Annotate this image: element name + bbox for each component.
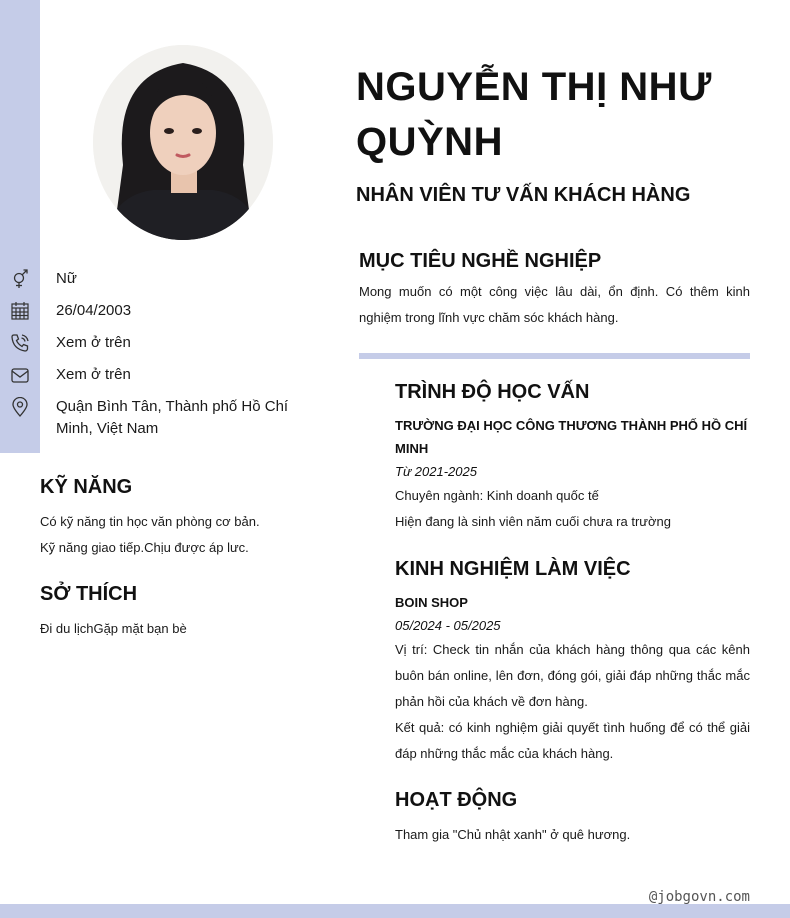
contact-item-birthdate (0, 300, 300, 322)
skills-heading: KỸ NĂNG (40, 476, 133, 498)
contact-list (0, 268, 300, 450)
skill-line: Kỹ năng giao tiếp.Chịu được áp lưc. (40, 540, 249, 555)
experience-result: Kết quả: có kinh nghiệm giải quyết tình huống để có thể giải đáp những thắc mắc của khách hàng. (395, 720, 750, 761)
hobbies-text: Đi du lịchGặp mặt bạn bè (40, 621, 187, 636)
objective-section (359, 250, 750, 331)
address-text: Quận Bình Tân, Thành phố Hồ Chí Minh, Việt Nam (56, 398, 289, 437)
activities-heading: HOẠT ĐỘNG (395, 789, 518, 811)
hobbies-heading: SỞ THÍCH (40, 583, 138, 605)
contact-item-email (0, 364, 300, 386)
location-icon (0, 396, 40, 418)
phone-text: Xem ở trên (56, 334, 131, 351)
experience-role: Vị trí: Check tin nhắn của khách hàng thông qua các kênh buôn bán online, lên đơn, đóng gói, giải đáp những thắc mắc phản hồi của khách về đơn hàng. (395, 642, 750, 709)
education-section (395, 381, 750, 535)
education-status: Hiện đang là sinh viên năm cuối chưa ra trường (395, 514, 671, 529)
education-heading: TRÌNH ĐỘ HỌC VẤN (395, 381, 590, 403)
gender-text: Nữ (56, 270, 77, 287)
phone-icon (0, 332, 40, 354)
education-period: Từ 2021-2025 (395, 464, 477, 479)
job-title: NHÂN VIÊN TƯ VẤN KHÁCH HÀNG (356, 184, 691, 206)
calendar-icon (0, 300, 40, 322)
email-text: Xem ở trên (56, 366, 131, 383)
section-divider (359, 353, 750, 359)
watermark: @jobgovn.com (648, 889, 750, 905)
skills-section (40, 476, 300, 561)
contact-item-phone (0, 332, 300, 354)
birthdate-text: 26/04/2003 (56, 302, 132, 319)
footer-accent-bar (0, 904, 790, 918)
experience-heading: KINH NGHIỆM LÀM VIỆC (395, 558, 631, 580)
contact-item-gender (0, 268, 300, 290)
email-icon (0, 364, 40, 386)
activities-text: Tham gia "Chủ nhật xanh" ở quê hương. (395, 827, 631, 842)
skill-line: Có kỹ năng tin học văn phòng cơ bản. (40, 514, 260, 529)
experience-section (395, 558, 750, 767)
contact-item-address (0, 396, 300, 440)
hobbies-section (40, 583, 300, 642)
activities-section (395, 789, 750, 848)
portrait-illustration (93, 45, 273, 240)
school-name: TRƯỜNG ĐẠI HỌC CÔNG THƯƠNG THÀNH PHỐ HỒ CHÍ MINH (395, 418, 748, 456)
education-major: Chuyên ngành: Kinh doanh quốc tế (395, 488, 599, 503)
experience-period: 05/2024 - 05/2025 (395, 618, 501, 633)
company-name: BOIN SHOP (395, 595, 468, 610)
profile-photo (93, 45, 273, 240)
objective-text: Mong muốn có một công việc lâu dài, ổn định. Có thêm kinh nghiệm trong lĩnh vực chăm sóc khách hàng. (359, 284, 750, 325)
gender-icon (0, 268, 40, 290)
objective-heading: MỤC TIÊU NGHỀ NGHIỆP (359, 250, 602, 272)
candidate-name: NGUYỄN THỊ NHƯ QUỲNH (356, 65, 712, 164)
